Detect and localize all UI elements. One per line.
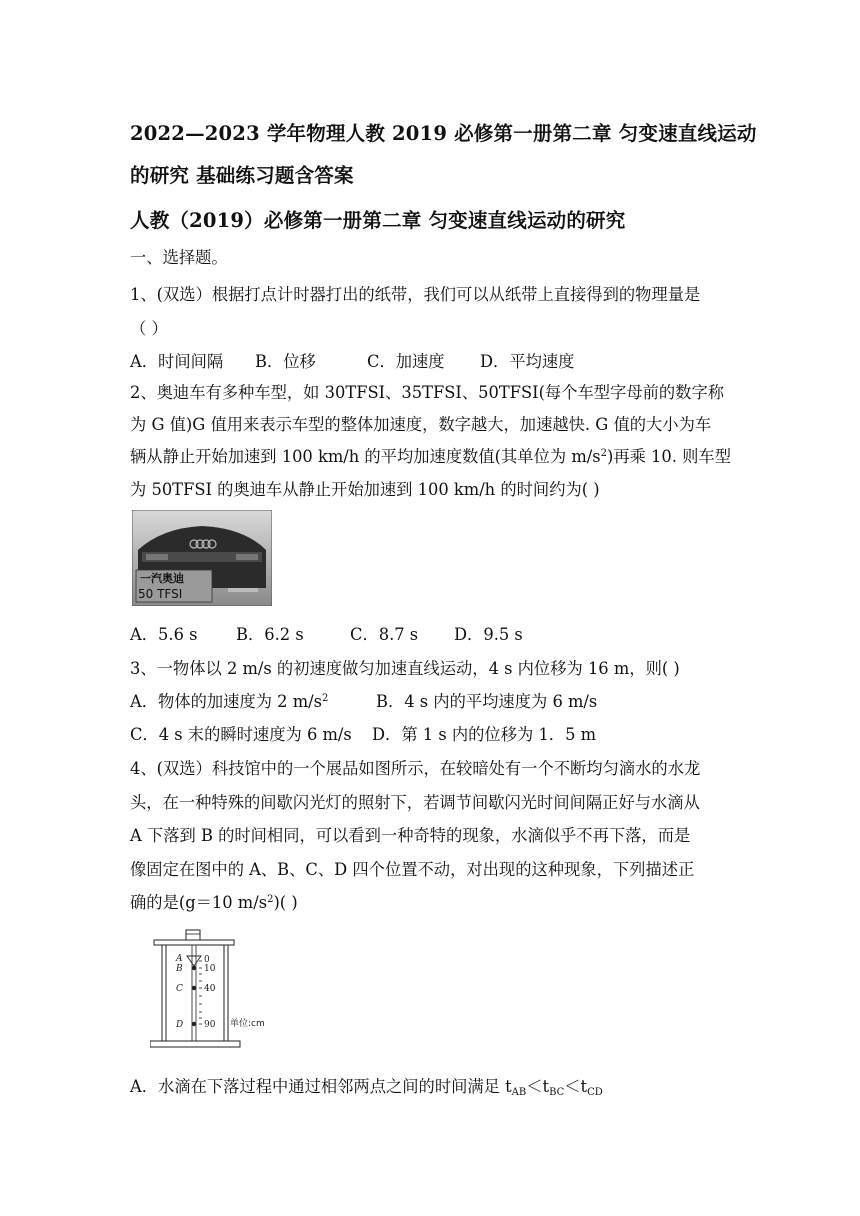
q3-option-d: D．第 1 s 内的位移为 1．5 m: [372, 725, 597, 744]
section-heading: 一、选择题。: [130, 248, 228, 267]
q3-options-row1: [130, 688, 597, 712]
q2-option-a: A．5.6 s: [130, 625, 198, 644]
q1-options: [130, 348, 574, 372]
q4-stem-line4: 像固定在图中的 A、B、C、D 四个位置不动，对出现的这种现象，下列描述正: [130, 860, 695, 879]
q3-option-b: B．4 s 内的平均速度为 6 m/s: [376, 692, 598, 711]
q1-option-a: A．时间间隔: [130, 352, 224, 371]
q1-stem-line1: 1、(双选）根据打点计时器打出的纸带，我们可以从纸带上直接得到的物理量是: [130, 285, 701, 304]
diagram-tick-90: 90: [204, 1020, 216, 1030]
audi-car-photo: [132, 510, 272, 606]
q4-stem-line2: 头，在一种特殊的间歇闪光灯的照射下，若调节间歇闪光时间间隔正好与水滴从: [130, 793, 700, 812]
q3-options-row2: [130, 721, 596, 745]
q2-stem-line3-a: 辆从静止开始加速到 100 km/h 的平均加速度数值(其单位为 m/s: [130, 447, 601, 466]
diagram-label-d: D: [176, 1020, 184, 1030]
diagram-label-b: B: [176, 964, 183, 974]
q2-options: [130, 621, 523, 645]
diagram-tick-0: 0: [204, 955, 210, 965]
q1-stem-line2: （ ）: [130, 319, 168, 338]
q1-option-c: C．加速度: [367, 352, 445, 371]
diagram-unit: 单位:cm: [230, 1019, 265, 1029]
q2-stem-line2: 为 G 值)G 值用来表示车型的整体加速度，数字越大，加速越快. G 值的大小为车: [130, 415, 712, 434]
q3-option-c: C．4 s 末的瞬时速度为 6 m/s: [130, 725, 352, 744]
photo-badge-model: 50 TFSI: [138, 587, 183, 601]
photo-badge-brand: 一汽奥迪: [140, 572, 184, 585]
q2-option-b: B．6.2 s: [236, 625, 304, 644]
doc-title-line1: 2022—2023 学年物理人教 2019 必修第一册第二章 匀变速直线运动: [130, 122, 757, 145]
q2-stem-line4: 为 50TFSI 的奥迪车从静止开始加速到 100 km/h 的时间约为( ): [130, 480, 600, 499]
diagram-label-c: C: [176, 984, 183, 994]
q2-stem-line1: 2、奥迪车有多种车型，如 30TFSI、35TFSI、50TFSI(每个车型字母前的数字称: [130, 383, 725, 402]
doc-subtitle: 人教（2019）必修第一册第二章 匀变速直线运动的研究: [130, 209, 626, 232]
q1-option-b: B．位移: [255, 352, 316, 371]
diagram-tick-40: 40: [204, 984, 216, 994]
q4-stem-line1: 4、(双选）科技馆中的一个展品如图所示，在较暗处有一个不断均匀滴水的水龙: [130, 759, 701, 778]
q2-superscript: 2: [600, 448, 607, 459]
q4-stem-line5: 确的是(g＝10 $m/s^2$)( ): [130, 893, 298, 912]
q2-stem-line3-b: )再乘 10. 则车型: [606, 447, 731, 466]
diagram-tick-10: 10: [204, 964, 216, 974]
doc-title-line2: 的研究 基础练习题含答案: [130, 164, 354, 187]
q1-option-d: D．平均速度: [480, 352, 575, 371]
q3-stem: 3、一物体以 2 m/s 的初速度做匀加速直线运动，4 s 内位移为 16 m，则( ): [130, 659, 680, 678]
q2-option-d: D．9.5 s: [454, 625, 523, 644]
q4-stem-line3: A 下落到 B 的时间相同，可以看到一种奇特的现象，水滴似乎不再下落，而是: [130, 826, 691, 845]
water-drop-diagram: [150, 926, 280, 1056]
q4-option-a: A．水滴在下落过程中通过相邻两点之间的时间满足 $t_{AB}<t_{BC}<t_{CD}$: [130, 1077, 603, 1098]
q2-stem-line3: [130, 443, 731, 467]
diagram-label-a: A: [176, 954, 183, 964]
q2-option-c: C．8.7 s: [350, 625, 419, 644]
q3-option-a: A．物体的加速度为 2 $m/s^2$: [130, 692, 329, 711]
